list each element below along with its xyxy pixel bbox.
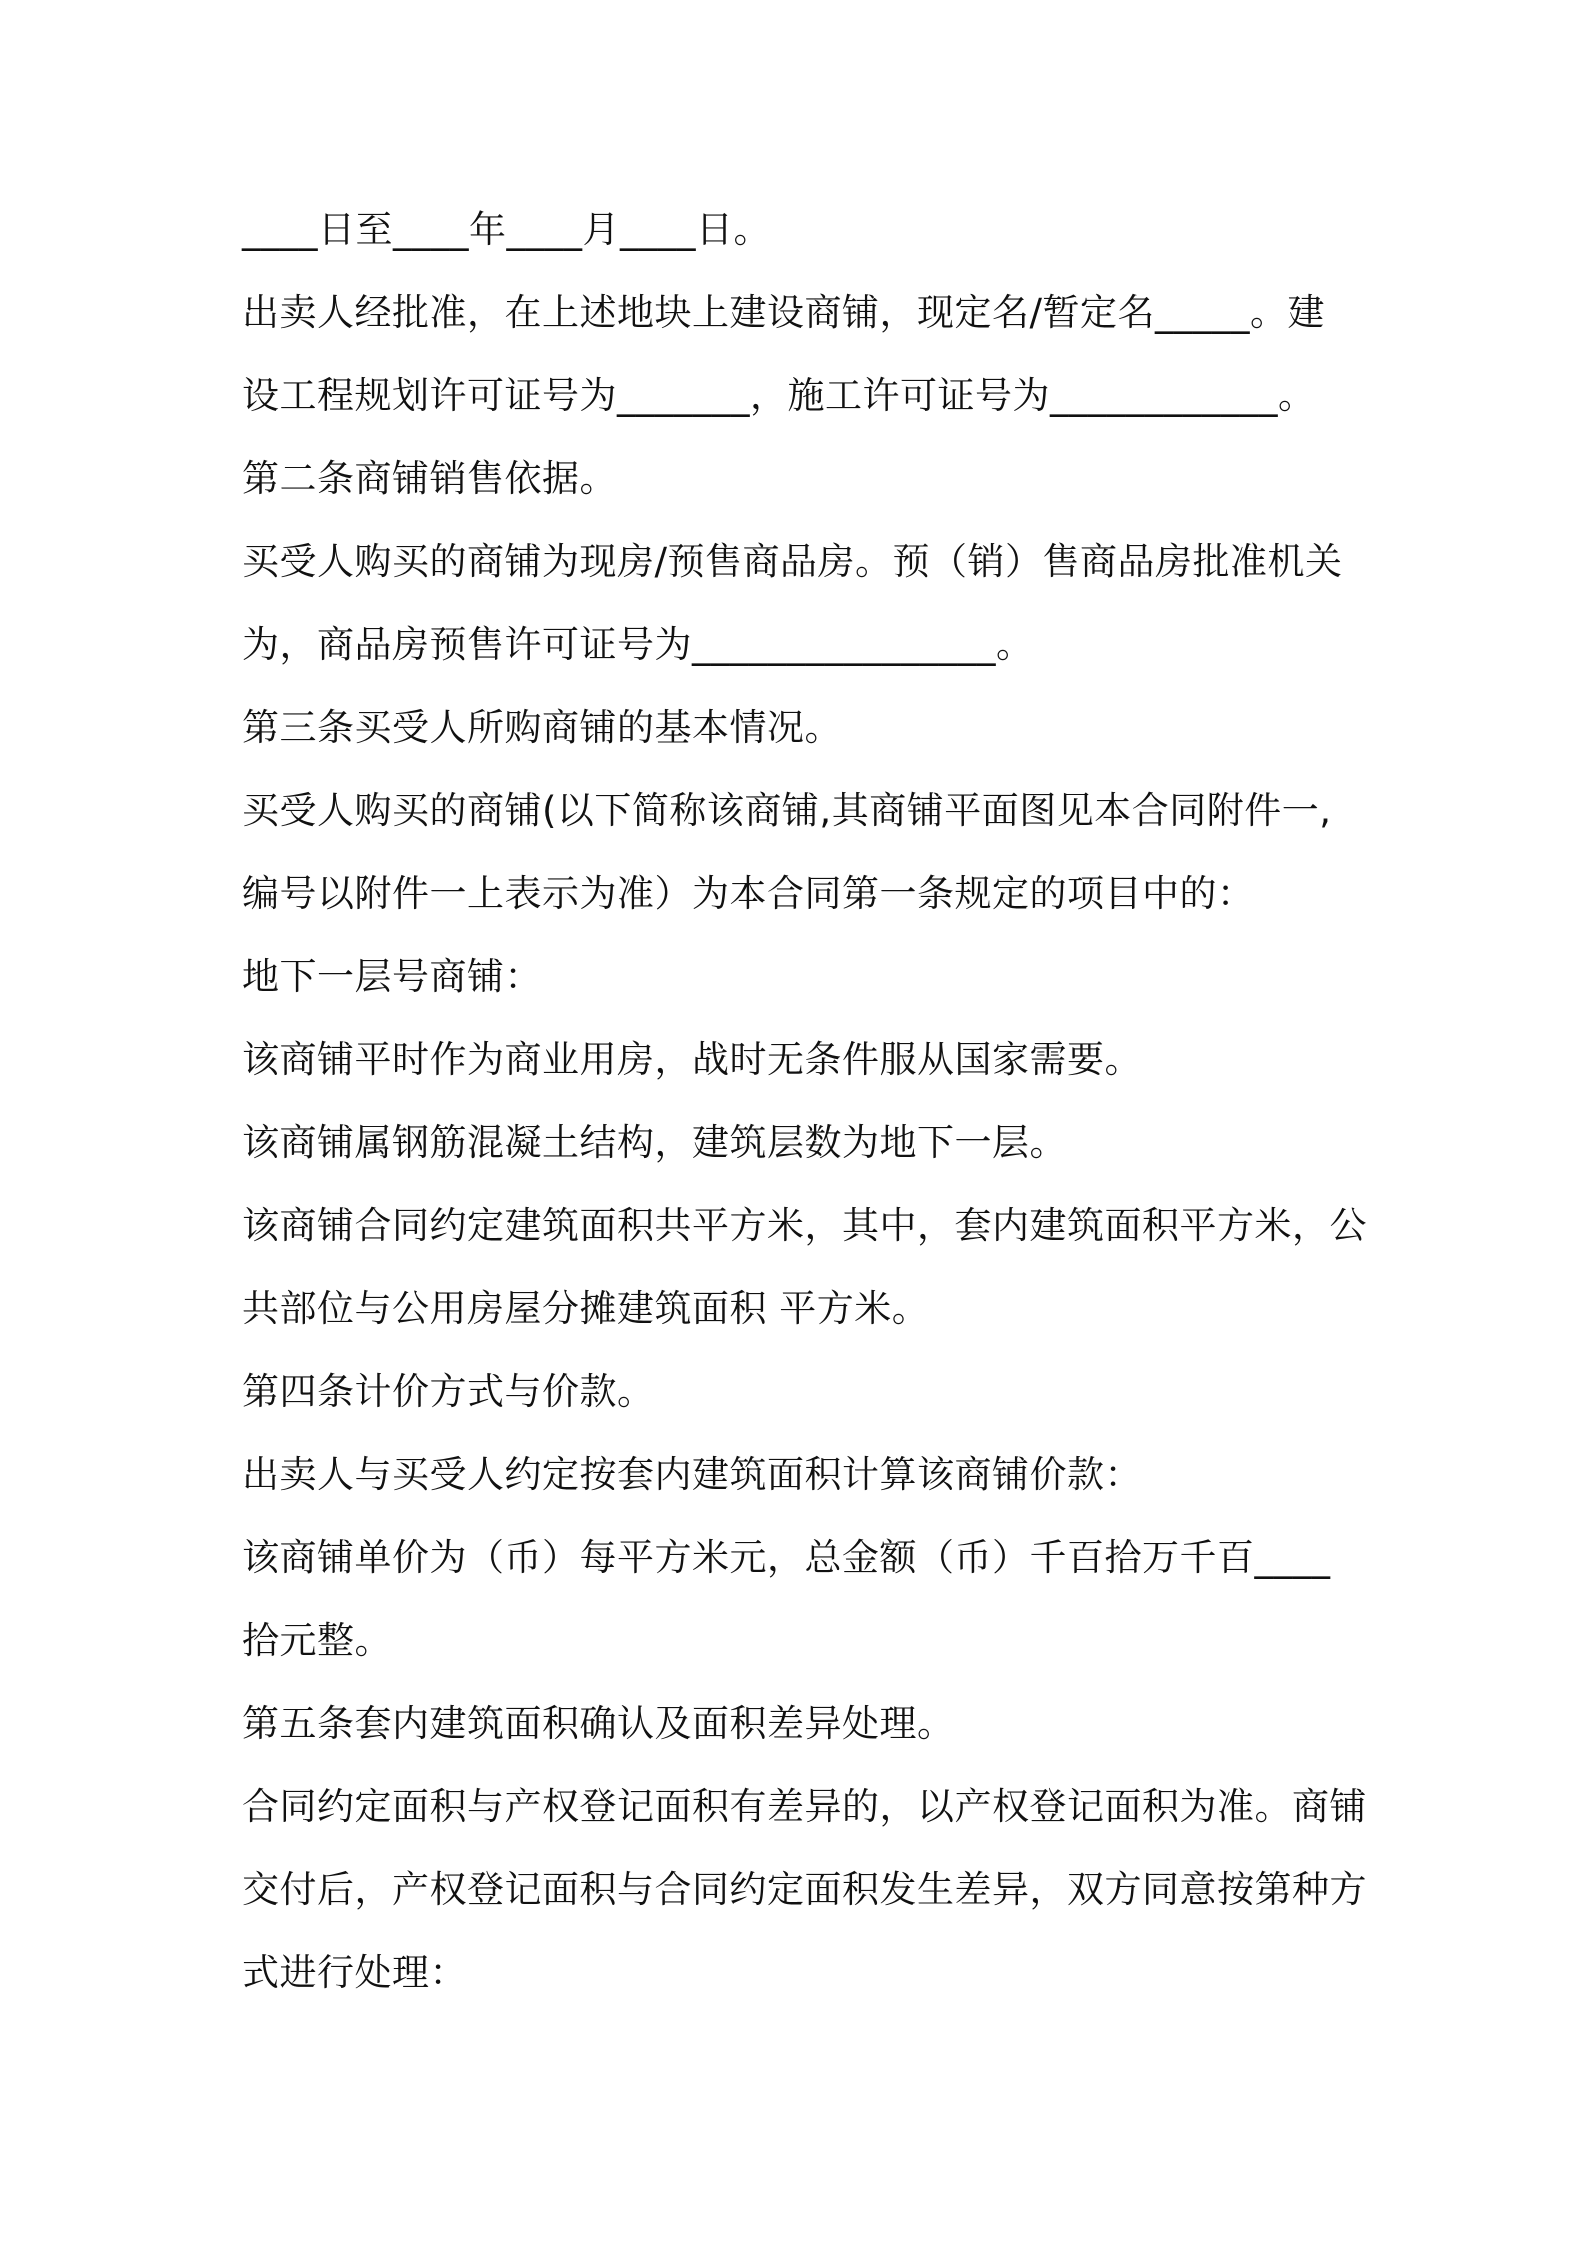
text-line: 该商铺合同约定建筑面积共平方米，其中，套内建筑面积平方米，公: [242, 1204, 1367, 1247]
text-line: 该商铺平时作为商业用房，战时无条件服从国家需要。: [242, 1038, 1142, 1081]
text-line: 为，商品房预售许可证号为________________。: [242, 623, 1034, 666]
section-heading: 第三条买受人所购商铺的基本情况。: [242, 706, 842, 749]
text-line: 买受人购买的商铺为现房/预售商品房。预（销）售商品房批准机关: [242, 540, 1343, 583]
text-line: 式进行处理：: [242, 1951, 467, 1994]
text-line: 设工程规划许可证号为_______，施工许可证号为____________。: [242, 374, 1316, 417]
text-line: 该商铺属钢筋混凝土结构，建筑层数为地下一层。: [242, 1121, 1067, 1164]
text-line: 编号以附件一上表示为准）为本合同第一条规定的项目中的：: [242, 872, 1255, 915]
text-line: 该商铺单价为（币）每平方米元，总金额（币）千百拾万千百____: [242, 1536, 1331, 1579]
text-line: 共部位与公用房屋分摊建筑面积 平方米。: [242, 1287, 930, 1330]
text-line: 出卖人经批准，在上述地块上建设商铺，现定名/暂定名_____。建: [242, 291, 1325, 334]
text-line: 合同约定面积与产权登记面积有差异的，以产权登记面积为准。商铺: [242, 1785, 1367, 1828]
text-line: 地下一层号商铺：: [242, 955, 542, 998]
section-heading: 第五条套内建筑面积确认及面积差异处理。: [242, 1702, 955, 1745]
text-line: ____日至____年____月____日。: [242, 208, 771, 251]
text-line: 拾元整。: [242, 1619, 392, 1662]
text-line: 出卖人与买受人约定按套内建筑面积计算该商铺价款：: [242, 1453, 1142, 1496]
text-line: 买受人购买的商铺(以下简称该商铺,其商铺平面图见本合同附件一,: [242, 789, 1332, 832]
text-line: 交付后，产权登记面积与合同约定面积发生差异，双方同意按第种方: [242, 1868, 1367, 1911]
section-heading: 第二条商铺销售依据。: [242, 457, 617, 500]
contract-body: [242, 196, 1367, 2022]
section-heading: 第四条计价方式与价款。: [242, 1370, 655, 1413]
